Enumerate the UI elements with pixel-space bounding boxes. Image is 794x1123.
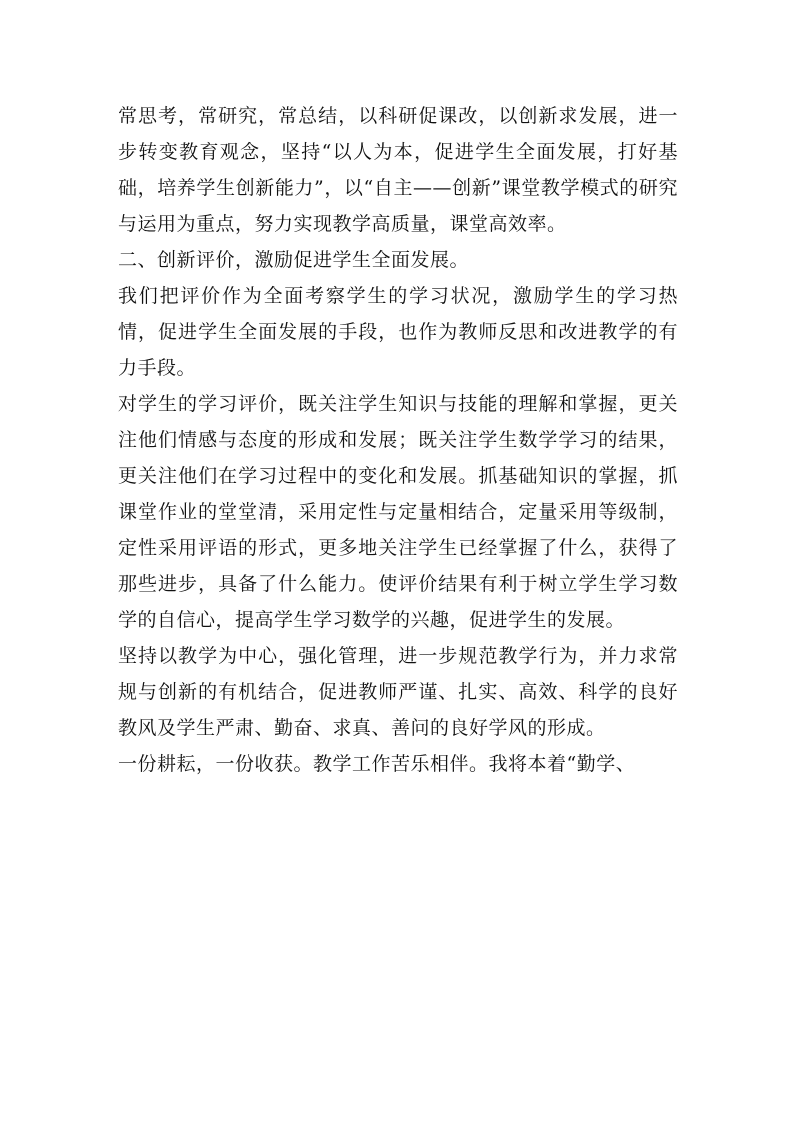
paragraph-student-evaluation: 对学生的学习评价，既关注学生知识与技能的理解和掌握，更关注他们情感与态度的形成和发展；既关注学生数学学习的结果，更关注他们在学习过程中的变化和发展。抓基础知识的掌握，抓课堂作业的堂堂清，采用定性与定量相结合，定量采用等级制，定性采用评语的形式，更多地关注学生已经掌握了什么，获得了那些进步，具备了什么能力。使评价结果有利于树立学生学习数学的自信心，提高学生学习数学的兴趣，促进学生的发展。 [118, 393, 678, 631]
document-body [118, 98, 678, 782]
paragraph-evaluation-purpose: 我们把评价作为全面考察学生的学习状况，激励学生的学习热情，促进学生全面发展的手段，也作为教师反思和改进教学的有力手段。 [118, 285, 678, 379]
paragraph-conclusion: 一份耕耘，一份收获。教学工作苦乐相伴。我将本着“勤学、 [118, 753, 636, 775]
section-heading-evaluation: 二、创新评价，激励促进学生全面发展。 [118, 249, 470, 271]
paragraph-teaching-reform: 常思考，常研究，常总结，以科研促课改，以创新求发展，进一步转变教育观念，坚持“以人为本，促进学生全面发展，打好基础，培养学生创新能力”，以“自主——创新”课堂教学模式的研究与运用为重点，努力实现教学高质量，课堂高效率。 [118, 105, 678, 235]
paragraph-teaching-management: 坚持以教学为中心，强化管理，进一步规范教学行为，并力求常规与创新的有机结合，促进教师严谨、扎实、高效、科学的良好教风及学生严肃、勤奋、求真、善问的良好学风的形成。 [118, 645, 678, 739]
